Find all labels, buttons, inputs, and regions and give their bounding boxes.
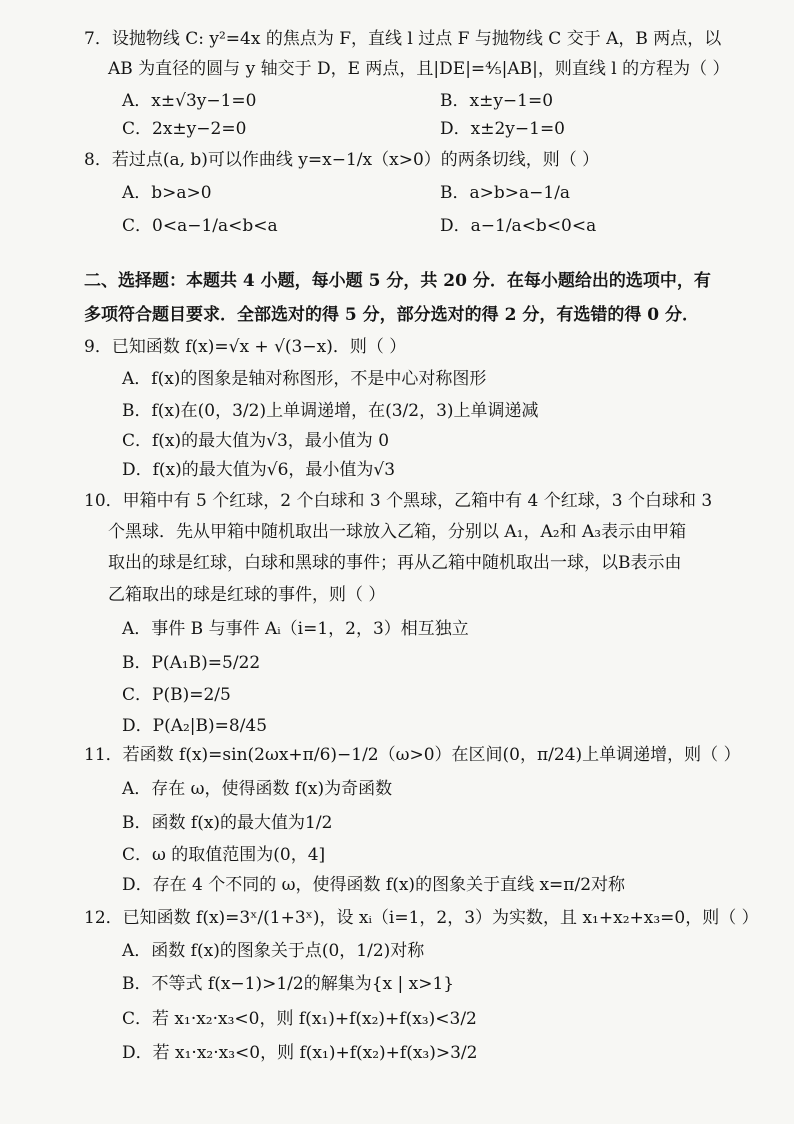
q9-option-a: A．f(x)的图象是轴对称图形，不是中心对称图形	[122, 369, 487, 389]
q9-option-d: D．f(x)的最大值为√6，最小值为√3	[122, 460, 396, 480]
q12-option-b: B．不等式 f(x−1)>1/2的解集为{x | x>1}	[122, 974, 455, 994]
q11-stem: 11．若函数 f(x)=sin(2ωx+π/6)−1/2（ω>0）在区间(0，π/24)上单调递增，则（ ）	[84, 745, 741, 765]
q10-stem-line4: 乙箱取出的球是红球的事件，则（ ）	[108, 585, 386, 605]
section2-heading-line2: 多项符合题目要求．全部选对的得 5 分，部分选对的得 2 分，有选错的得 0 分．	[84, 305, 699, 325]
q8-option-c: C．0<a−1/a<b<a	[122, 216, 278, 236]
q10-option-b: B．P(A₁B)=5/22	[122, 653, 261, 673]
q11-option-a: A．存在 ω，使得函数 f(x)为奇函数	[122, 779, 393, 799]
q12-stem: 12．已知函数 f(x)=3ˣ/(1+3ˣ)，设 xᵢ（i=1，2，3）为实数，且 x₁+x₂+x₃=0，则（ ）	[84, 908, 759, 928]
q10-stem-line3: 取出的球是红球，白球和黑球的事件；再从乙箱中随机取出一球，以B表示由	[108, 553, 682, 573]
q7-stem-line1: 7．设抛物线 C: y²=4x 的焦点为 F，直线 l 过点 F 与抛物线 C 交于 A，B 两点，以	[84, 29, 722, 49]
q8-stem: 8．若过点(a, b)可以作曲线 y=x−1/x（x>0）的两条切线，则（ ）	[84, 150, 600, 170]
q12-option-c: C．若 x₁·x₂·x₃<0，则 f(x₁)+f(x₂)+f(x₃)<3/2	[122, 1009, 477, 1029]
q8-option-d: D．a−1/a<b<0<a	[440, 216, 597, 236]
q8-option-b: B．a>b>a−1/a	[440, 183, 571, 203]
q9-option-b: B．f(x)在(0，3/2)上单调递增，在(3/2，3)上单调递减	[122, 401, 539, 421]
q12-option-d: D．若 x₁·x₂·x₃<0，则 f(x₁)+f(x₂)+f(x₃)>3/2	[122, 1043, 478, 1063]
q7-option-c: C．2x±y−2=0	[122, 119, 247, 139]
q10-option-a: A．事件 B 与事件 Aᵢ（i=1，2，3）相互独立	[122, 619, 469, 639]
q7-stem-line2: AB 为直径的圆与 y 轴交于 D，E 两点，且|DE|=⁴⁄₅|AB|，则直线 l 的方程为（ ）	[108, 59, 730, 79]
q7-option-b: B．x±y−1=0	[440, 91, 554, 111]
q9-option-c: C．f(x)的最大值为√3，最小值为 0	[122, 431, 390, 451]
q7-option-d: D．x±2y−1=0	[440, 119, 566, 139]
section2-heading-line1: 二、选择题：本题共 4 小题，每小题 5 分，共 20 分．在每小题给出的选项中，有	[84, 271, 711, 291]
q10-option-d: D．P(A₂|B)=8/45	[122, 716, 268, 736]
q10-stem-line1: 10．甲箱中有 5 个红球，2 个白球和 3 个黑球，乙箱中有 4 个红球，3 个白球和 3	[84, 491, 713, 511]
q12-option-a: A．函数 f(x)的图象关于点(0，1/2)对称	[122, 941, 425, 961]
q11-option-c: C．ω 的取值范围为(0，4]	[122, 845, 326, 865]
q8-option-a: A．b>a>0	[122, 183, 212, 203]
q10-option-c: C．P(B)=2/5	[122, 685, 231, 705]
q9-stem: 9．已知函数 f(x)=√x + √(3−x)．则（ ）	[84, 337, 407, 357]
q7-option-a: A．x±√3y−1=0	[122, 91, 257, 111]
q11-option-b: B．函数 f(x)的最大值为1/2	[122, 813, 333, 833]
q10-stem-line2: 个黑球．先从甲箱中随机取出一球放入乙箱，分别以 A₁，A₂和 A₃表示由甲箱	[108, 522, 687, 542]
q11-option-d: D．存在 4 个不同的 ω，使得函数 f(x)的图象关于直线 x=π/2对称	[122, 875, 626, 895]
